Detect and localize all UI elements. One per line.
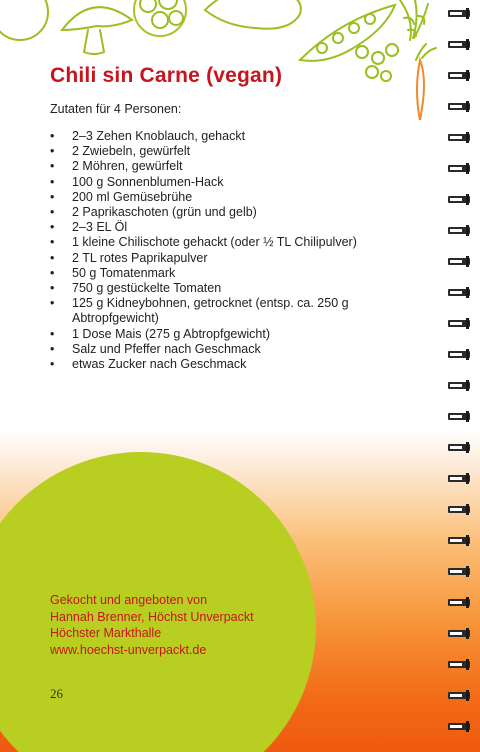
- binding-ring: [448, 101, 472, 113]
- binding-ring: [448, 163, 472, 175]
- binding-ring: [448, 535, 472, 547]
- page-number: 26: [50, 686, 63, 701]
- credits-line: Höchster Markthalle: [50, 626, 162, 640]
- binding-ring: [448, 628, 472, 640]
- binding-ring: [448, 256, 472, 268]
- binding-ring: [448, 39, 472, 51]
- list-item: • 125 g Kidneybohnen, getrocknet (entsp. ca. 250 g Abtropfgewicht): [50, 296, 400, 326]
- list-item: • 100 g Sonnenblumen-Hack: [50, 175, 400, 190]
- list-item: • 2 Möhren, gewürfelt: [50, 159, 400, 174]
- binding-ring: [448, 380, 472, 392]
- website-link[interactable]: www.hoechst-unverpackt.de: [50, 642, 207, 657]
- list-item: • 1 Dose Mais (275 g Abtropfgewicht): [50, 327, 400, 342]
- credits-block: [50, 592, 254, 658]
- binding-ring: [448, 442, 472, 454]
- binding-ring: [448, 566, 472, 578]
- list-item: • 200 ml Gemüsebrühe: [50, 190, 400, 205]
- binding-ring: [448, 8, 472, 20]
- binding-ring: [448, 473, 472, 485]
- binding-ring: [448, 721, 472, 733]
- credits-line: Hannah Brenner, Höchst Unverpackt: [50, 609, 254, 624]
- binding-ring: [448, 659, 472, 671]
- list-item: • 50 g Tomatenmark: [50, 266, 400, 281]
- servings-intro: Zutaten für 4 Personen:: [50, 102, 182, 116]
- binding-ring: [448, 225, 472, 237]
- list-item: • Salz und Pfeffer nach Geschmack: [50, 342, 400, 357]
- list-item: • 750 g gestückelte Tomaten: [50, 281, 400, 296]
- list-item: • 2 Zwiebeln, gewürfelt: [50, 144, 400, 159]
- spiral-binding: [448, 0, 474, 752]
- list-item: • 1 kleine Chilischote gehackt (oder ½ TL Chilipulver): [50, 235, 400, 250]
- binding-ring: [448, 349, 472, 361]
- binding-ring: [448, 597, 472, 609]
- binding-ring: [448, 287, 472, 299]
- list-item: • 2–3 Zehen Knoblauch, gehackt: [50, 129, 400, 144]
- binding-ring: [448, 70, 472, 82]
- credits-line: Gekocht und angeboten von: [50, 593, 208, 607]
- ingredient-list: [50, 129, 400, 372]
- binding-ring: [448, 194, 472, 206]
- binding-ring: [448, 318, 472, 330]
- list-item: • 2 TL rotes Paprikapulver: [50, 251, 400, 266]
- list-item: • 2 Paprikaschoten (grün und gelb): [50, 205, 400, 220]
- binding-ring: [448, 690, 472, 702]
- list-item: • 2–3 EL Öl: [50, 220, 400, 235]
- binding-ring: [448, 132, 472, 144]
- binding-ring: [448, 411, 472, 423]
- binding-ring: [448, 504, 472, 516]
- list-item: • etwas Zucker nach Geschmack: [50, 357, 400, 372]
- recipe-title: Chili sin Carne (vegan): [50, 64, 283, 87]
